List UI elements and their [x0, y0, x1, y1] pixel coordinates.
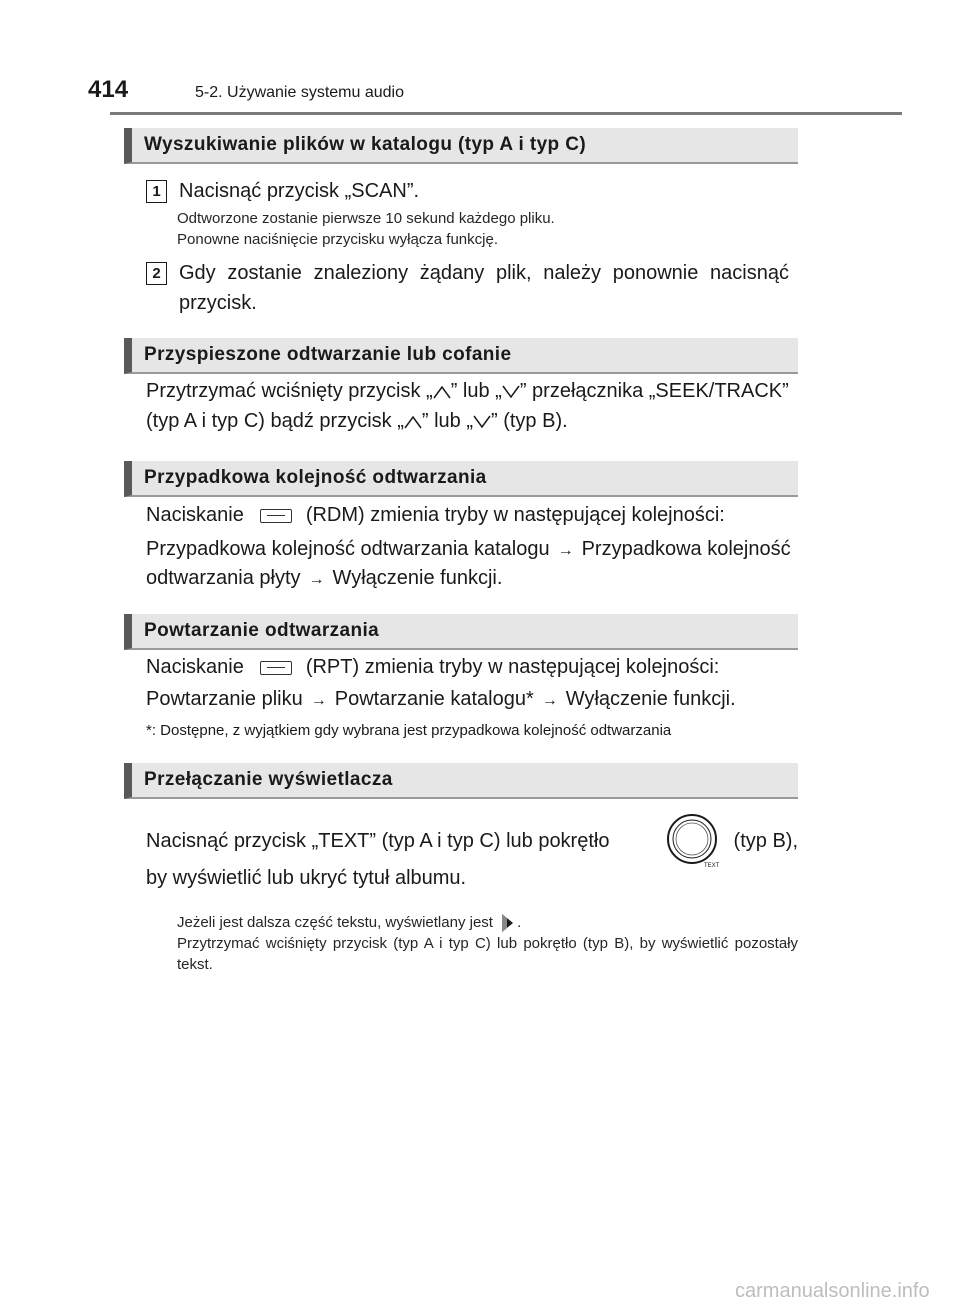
note-line: Odtworzone zostanie pierwsze 10 sekund każdego pliku. [177, 210, 555, 227]
paragraph-line [146, 504, 798, 527]
knob-label: TEXT [704, 863, 720, 869]
section-title: Wyszukiwanie plików w katalogu (typ A i typ C) [144, 134, 587, 155]
chevron-down-icon [473, 415, 491, 429]
paragraph-line [146, 410, 798, 433]
watermark: carmanualsonline.info [735, 1280, 930, 1302]
text: (typ B), [733, 830, 798, 852]
more-text-arrow-icon [501, 913, 515, 933]
step-number: 2 [146, 262, 167, 285]
text: Przypadkowa kolejność [581, 538, 791, 560]
text: Powtarzanie katalogu* [334, 688, 534, 710]
section-heading-repeat [124, 614, 798, 650]
text: ” przełącznika „SEEK/TRACK” [519, 380, 789, 402]
arrow-icon: → [557, 542, 574, 559]
text: Naciskanie [146, 504, 244, 526]
paragraph-line [146, 538, 798, 561]
text: ” lub „ [450, 380, 502, 402]
page-header [88, 76, 404, 104]
chapter-title: 5-2. Używanie systemu audio [195, 84, 404, 101]
chevron-up-icon [404, 415, 422, 429]
text: (typ A i typ C) bądź przycisk „ [146, 410, 404, 432]
arrow-icon: → [541, 692, 558, 709]
paragraph-line [146, 567, 798, 590]
text: Naciskanie [146, 656, 244, 678]
note [177, 208, 798, 250]
chevron-down-icon [502, 385, 520, 399]
section-heading-display [124, 763, 798, 799]
footnote: *: Dostępne, z wyjątkiem gdy wybrana jest przypadkowa kolejność odtwarzania [146, 722, 672, 739]
note-line: Przytrzymać wciśnięty przycisk (typ A i typ C) lub pokrętło (typ B), by wyświetlić pozostały tekst. [177, 935, 798, 974]
text: Nacisnąć przycisk „TEXT” (typ A i typ C) lub pokrętło [146, 830, 610, 852]
paragraph-line [146, 656, 798, 679]
section-title: Przypadkowa kolejność odtwarzania [144, 467, 487, 488]
text: ” (typ B). [490, 410, 568, 432]
page-number: 414 [88, 76, 129, 103]
section-title: Przełączanie wyświetlacza [144, 769, 393, 790]
button-icon [260, 661, 292, 675]
note-line: Ponowne naciśnięcie przycisku wyłącza funkcję. [177, 231, 498, 248]
step-text: Nacisnąć przycisk „SCAN”. [179, 180, 420, 202]
step-1 [146, 176, 798, 206]
text: (RDM) zmienia tryby w następującej kolejności: [305, 504, 725, 526]
arrow-icon: → [308, 571, 325, 588]
paragraph-line: by wyświetlić lub ukryć tytuł albumu. [146, 867, 467, 889]
step-text: Gdy zostanie znaleziony żądany plik, należy ponownie nacisnąć przycisk. [179, 262, 789, 314]
text: Wyłączenie funkcji. [332, 567, 503, 589]
text: (RPT) zmienia tryby w następującej kolejności: [305, 656, 720, 678]
text: Przytrzymać wciśnięty przycisk „ [146, 380, 433, 402]
section-title: Powtarzanie odtwarzania [144, 620, 380, 641]
step-2 [146, 258, 798, 318]
button-icon [260, 509, 292, 523]
note [177, 912, 798, 975]
step-number: 1 [146, 180, 167, 203]
paragraph-line [146, 813, 798, 869]
note-line [177, 912, 798, 933]
knob-icon [664, 813, 724, 869]
chevron-up-icon [433, 385, 451, 399]
text: ” lub „ [421, 410, 473, 432]
paragraph-line [146, 380, 798, 403]
text: Przypadkowa kolejność odtwarzania katalogu [146, 538, 550, 560]
text: Wyłączenie funkcji. [565, 688, 736, 710]
arrow-icon: → [310, 692, 327, 709]
text: . [517, 914, 522, 931]
text: Jeżeli jest dalsza część tekstu, wyświetlany jest [177, 914, 493, 931]
section-heading-random [124, 461, 798, 497]
text: odtwarzania płyty [146, 567, 301, 589]
paragraph-line [146, 688, 798, 711]
section-heading-fast-forward [124, 338, 798, 374]
section-heading-search [124, 128, 798, 164]
header-rule [110, 112, 902, 115]
text: Powtarzanie pliku [146, 688, 303, 710]
section-title: Przyspieszone odtwarzanie lub cofanie [144, 344, 512, 365]
